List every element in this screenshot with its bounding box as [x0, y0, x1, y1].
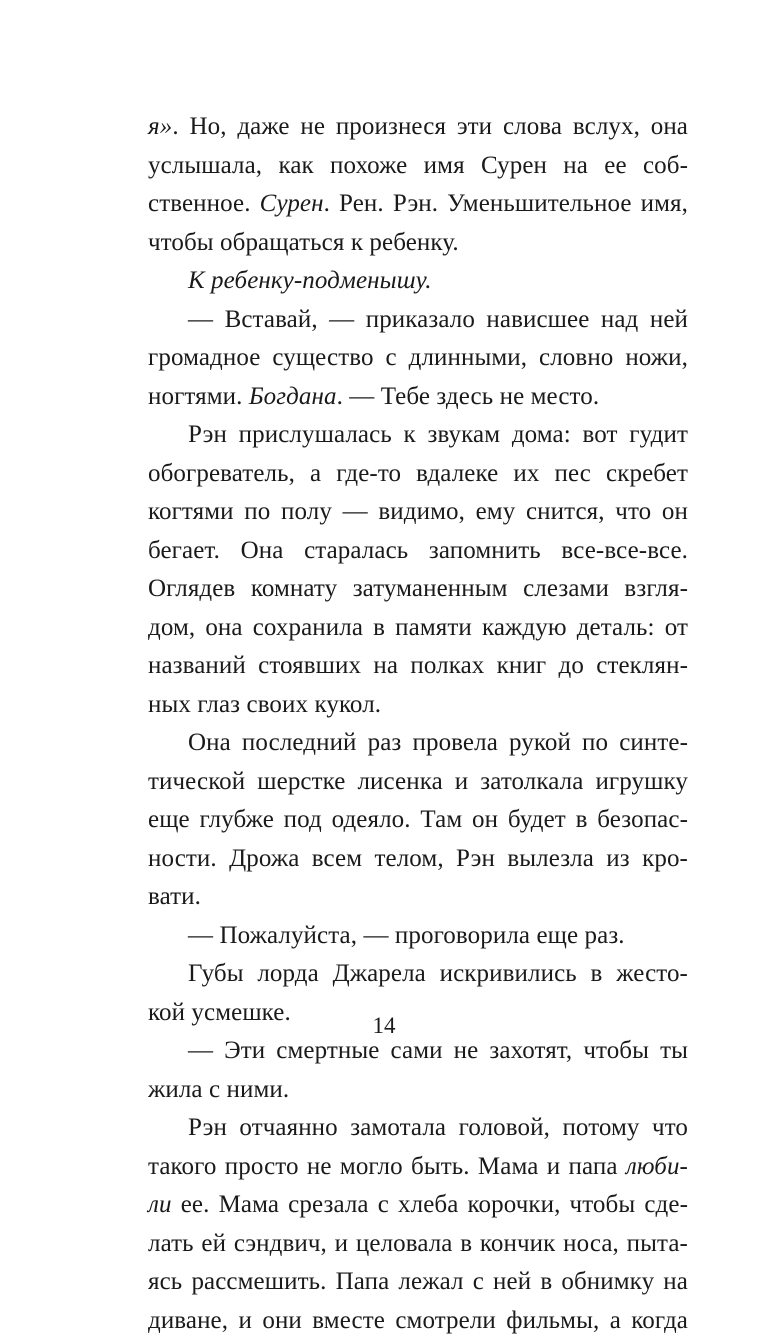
text-line-13: Оглядев комнату затуманенным слезами взгля-	[148, 570, 688, 609]
text-line-17: Она последний раз провела рукой по синте-	[148, 724, 688, 763]
text-line-15: названий стоявших на полках книг до стеклян-	[148, 647, 688, 686]
text-line-19: еще глубже под одеяло. Там он будет в безопас-	[148, 801, 688, 840]
italic-fragment: я»	[148, 113, 172, 140]
text-line-27: Рэн отчаянно замотала головой, потому что	[148, 1109, 688, 1148]
text-line-3	[148, 185, 688, 224]
text-line-25: — Эти смертные сами не захотят, чтобы ты	[148, 1032, 688, 1071]
text-line-5: К ребенку-подменышу.	[148, 262, 688, 301]
text-line-30: лать ей сэндвич, и целовала в кончик носа, пыта-	[148, 1225, 688, 1264]
text-line-31: ясь рассмешить. Папа лежал с ней в обнимку на	[148, 1263, 688, 1302]
text-line-29	[148, 1186, 688, 1225]
text-line-9: Рэн прислушалась к звукам дома: вот гудит	[148, 416, 688, 455]
text-line-1	[148, 108, 688, 147]
text-line-11: когтями по полу — видимо, ему снится, что он	[148, 493, 688, 532]
italic-fragment: люби-	[626, 1153, 688, 1180]
text-line-32: диване, и они вместе смотрели фильмы, а когда	[148, 1302, 688, 1340]
text-line-14: дом, она сохранила в памяти каждую деталь: от	[148, 609, 688, 648]
text-fragment: . — Тебе здесь не место.	[337, 383, 600, 410]
text-fragment: ногтями.	[148, 383, 249, 410]
text-line-6: — Вставай, — приказало нависшее над ней	[148, 301, 688, 340]
page-number: 14	[0, 1011, 768, 1041]
text-line-28	[148, 1148, 688, 1187]
text-line-16: ных глаз своих кукол.	[148, 686, 688, 725]
text-line-21: вати.	[148, 878, 688, 917]
text-fragment: ственное.	[148, 190, 260, 217]
italic-fragment: ли	[148, 1191, 172, 1218]
text-line-24: кой усмешке.	[148, 994, 688, 1033]
text-line-10: обогреватель, а где-то вдалеке их пес скребет	[148, 455, 688, 494]
text-line-8	[148, 378, 688, 417]
text-fragment: ее. Мама срезала с хлеба корочки, чтобы сде-	[172, 1191, 688, 1218]
book-page-text	[148, 108, 688, 1340]
text-line-18: тической шерстке лисенка и затолкала игрушку	[148, 763, 688, 802]
text-line-4: чтобы обращаться к ребенку.	[148, 224, 688, 263]
text-line-23: Губы лорда Джарела искривились в жесто-	[148, 955, 688, 994]
text-line-12: бегает. Она старалась запомнить все-все-все.	[148, 532, 688, 571]
text-line-2: услышала, как похоже имя Сурен на ее соб-	[148, 147, 688, 186]
text-fragment: . Рен. Рэн. Уменьшительное имя,	[324, 190, 688, 217]
italic-fragment: Сурен	[260, 190, 324, 217]
italic-fragment: Богдана	[249, 383, 337, 410]
text-fragment: . Но, даже не произнеся эти слова вслух, она	[172, 113, 688, 140]
text-fragment: такого просто не могло быть. Мама и папа	[148, 1153, 626, 1180]
text-line-7: громадное существо с длинными, словно ножи,	[148, 339, 688, 378]
text-line-26: жила с ними.	[148, 1071, 688, 1110]
text-line-22: — Пожалуйста, — проговорила еще раз.	[148, 917, 688, 956]
text-line-20: ности. Дрожа всем телом, Рэн вылезла из кро-	[148, 840, 688, 879]
